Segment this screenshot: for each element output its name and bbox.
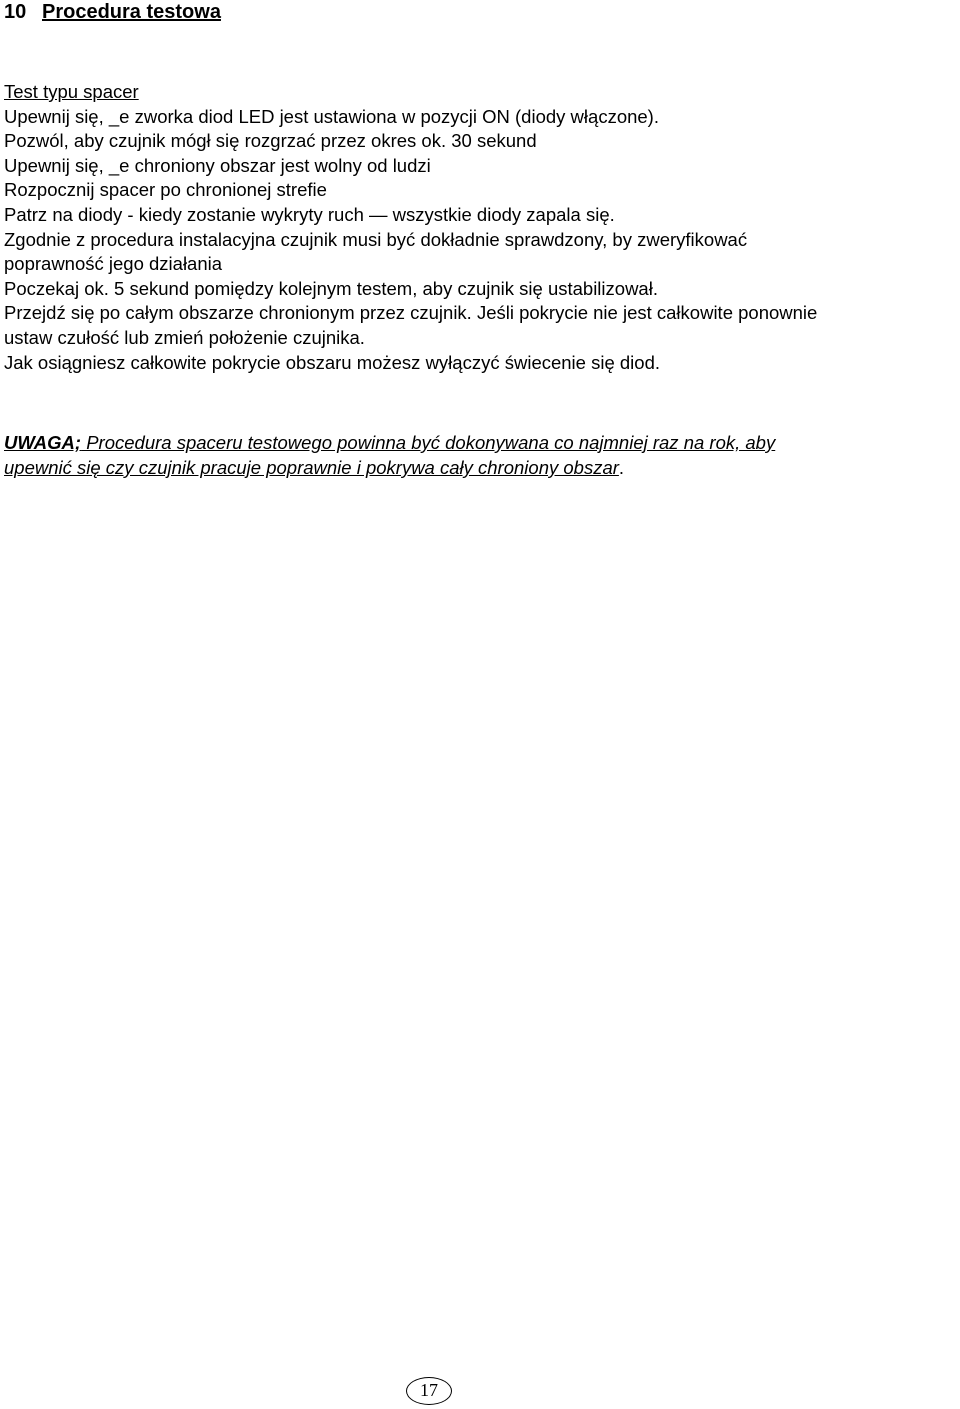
page-number: 17 [406, 1377, 452, 1405]
warning-note [4, 430, 958, 480]
procedure-line: Jak osiągniesz całkowite pokrycie obszaru możesz wyłączyć świecenie się diod. [4, 351, 661, 373]
procedure-line: Przejdź się po całym obszarze chronionym przez czujnik. Jeśli pokrycie nie jest całkowite ponownie [4, 302, 818, 324]
procedure-line: Patrz na diody - kiedy zostanie wykryty ruch — wszystkie diody zapala się. [4, 203, 615, 225]
warning-label: UWAGA; [4, 432, 82, 453]
procedure-line: poprawność jego działania [4, 253, 223, 275]
procedure-line: Zgodnie z procedura instalacyjna czujnik musi być dokładnie sprawdzony, by zweryfikować [4, 228, 748, 250]
warning-text-line-1: Procedura spaceru testowego powinna być dokonywana co najmniej raz na rok, aby [81, 432, 776, 453]
section-title: Procedura testowa [42, 1, 221, 23]
procedure-line: Poczekaj ok. 5 sekund pomiędzy kolejnym testem, aby czujnik się ustabilizował. [4, 277, 658, 299]
procedure-line: Upewnij się, _e zworka diod LED jest ustawiona w pozycji ON (diody włączone). [4, 105, 659, 127]
procedure-body [4, 80, 958, 375]
procedure-line: ustaw czułość lub zmień położenie czujnika. [4, 326, 365, 348]
procedure-line: Rozpocznij spacer po chronionej strefie [4, 179, 327, 201]
warning-text-line-2: upewnić się czy czujnik pracuje poprawnie i pokrywa cały chroniony obszar [4, 457, 619, 478]
procedure-line: Upewnij się, _e chroniony obszar jest wolny od ludzi [4, 154, 431, 176]
procedure-line: Pozwól, aby czujnik mógł się rozgrzać przez okres ok. 30 sekund [4, 130, 537, 152]
section-heading [4, 0, 221, 24]
section-number: 10 [4, 1, 27, 23]
warning-text-end: . [618, 457, 625, 478]
procedure-subtitle: Test typu spacer [4, 81, 139, 102]
